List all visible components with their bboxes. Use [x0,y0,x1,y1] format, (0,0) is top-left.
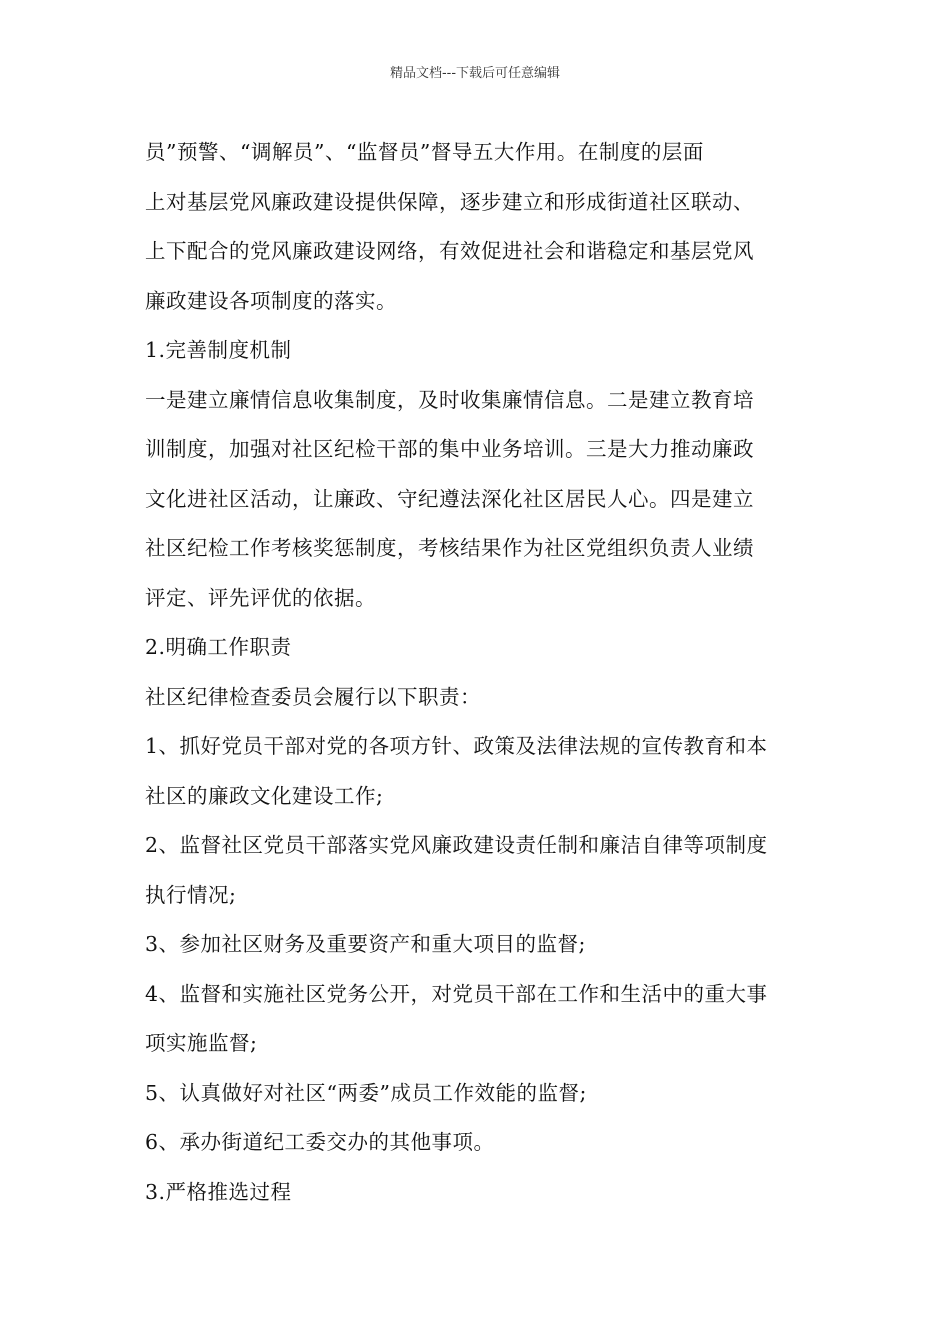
paragraph-line: 社区纪律检查委员会履行以下职责： [145,684,481,709]
paragraph-line: 训制度，加强对社区纪检干部的集中业务培训。三是大力推动廉政 [145,437,754,461]
list-item-line: 4、监督和实施社区党务公开，对党员干部在工作和生活中的重大事 [145,981,768,1006]
list-item-line: 执行情况; [145,882,237,907]
section-heading: 3.严格推选过程 [145,1179,292,1204]
list-item-line: 6、承办街道纪工委交办的其他事项。 [145,1130,495,1154]
list-item-line: 5、认真做好对社区“两委”成员工作效能的监督; [145,1080,587,1105]
paragraph-line: 社区纪检工作考核奖惩制度，考核结果作为社区党组织负责人业绩 [145,536,754,560]
document-body [145,128,810,1217]
paragraph-line: 上下配合的党风廉政建设网络，有效促进社会和谐稳定和基层党风 [145,239,754,263]
list-item-line: 1、抓好党员干部对党的各项方针、政策及法律法规的宣传教育和本 [145,734,768,758]
list-item-line: 2、监督社区党员干部落实党风廉政建设责任制和廉洁自律等项制度 [145,833,768,857]
section-heading: 1.完善制度机制 [145,338,292,362]
paragraph-line: 评定、评先评优的依据。 [145,585,376,610]
paragraph-line: 文化进社区活动，让廉政、守纪遵法深化社区居民人心。四是建立 [145,486,754,511]
section-heading: 2.明确工作职责 [145,635,292,659]
list-item-line: 3、参加社区财务及重要资产和重大项目的监督; [145,932,586,956]
page-header: 精品文档---下载后可任意编辑 [389,66,561,81]
paragraph-line: 上对基层党风廉政建设提供保障，逐步建立和形成街道社区联动、 [145,189,754,214]
paragraph-line: 廉政建设各项制度的落实。 [145,288,397,313]
paragraph-line: 员”预警、“调解员”、“监督员”督导五大作用。在制度的层面 [145,140,704,164]
list-item-line: 社区的廉政文化建设工作; [145,783,384,808]
paragraph-line: 一是建立廉情信息收集制度，及时收集廉情信息。二是建立教育培 [145,387,754,412]
list-item-line: 项实施监督; [145,1031,258,1055]
